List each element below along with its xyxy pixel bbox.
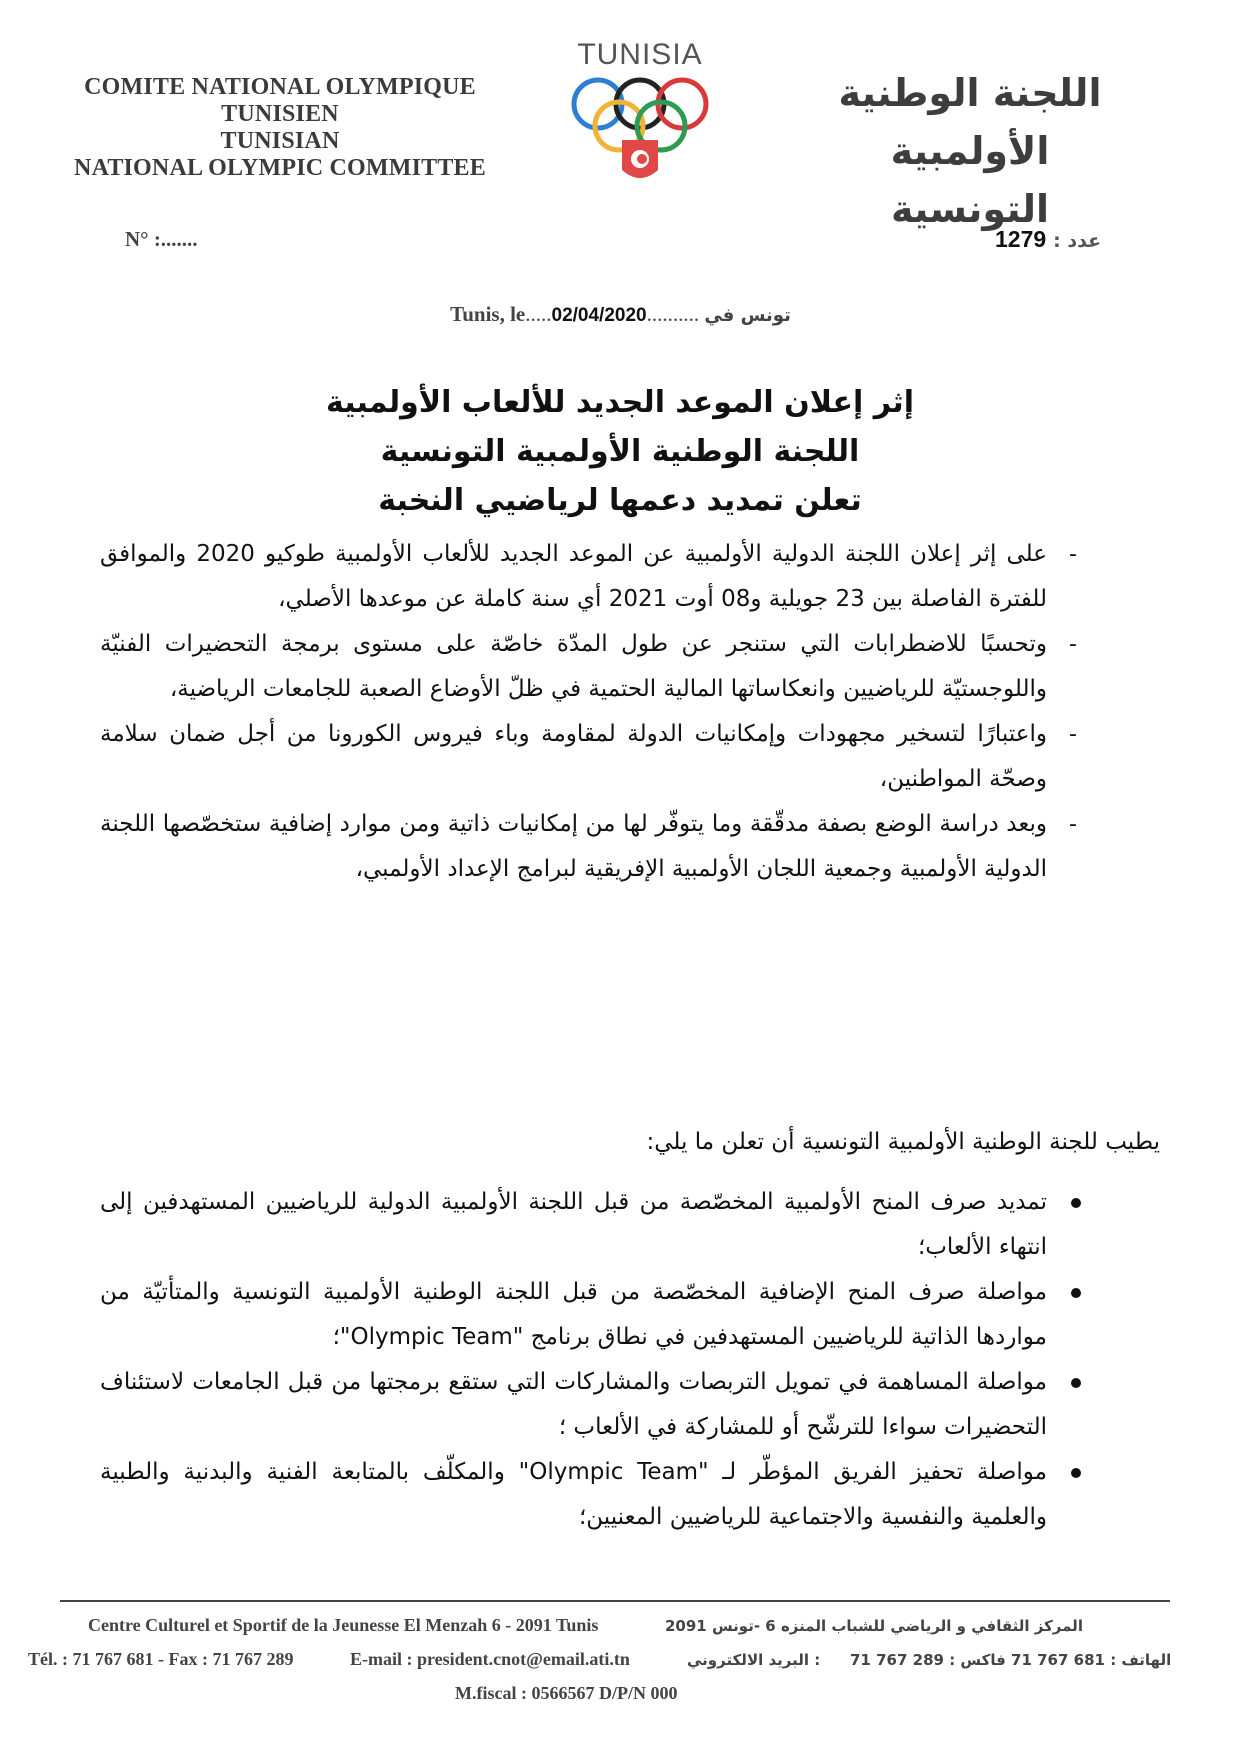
footer-email-fr[interactable]: E-mail : president.cnot@email.ati.tn [350,1649,630,1669]
consideration-item [100,712,1085,802]
dash-marker: - [1069,542,1077,567]
olympic-rings-icon [560,38,720,198]
date-suffix-ar: تونس في [704,305,791,326]
dash-marker: - [1069,722,1077,747]
consideration-item [100,622,1085,712]
consideration-text: وبعد دراسة الوضع بصفة مدقّقة وما يتوفّر لها من إمكانيات ذاتية ومن موارد إضافية ستخصّصها اللجنة الدولية الأولمبية وجمعية اللجان الأولمبية الإفريقية لبرامج الإعداد الأولمبي، [100,811,1047,882]
bullet-icon [1071,1198,1081,1208]
date-prefix-fr: Tunis, le [450,302,526,326]
document-title [300,378,940,525]
consideration-item [100,802,1085,892]
footer-divider [60,1600,1170,1602]
dash-marker: - [1069,632,1077,657]
footer-fiscal: M.fiscal : 0566567 D/P/N 000 [455,1683,678,1703]
decision-item [100,1180,1085,1270]
date-dots: .......... [646,302,700,326]
footer-address-ar: المركز الثقافي و الرياضي للشباب المنزه 6 -تونس 2091 [665,1617,1083,1635]
date-dots: ..... [525,302,552,326]
decision-item [100,1450,1085,1540]
org-name-fr-line: TUNISIEN [221,101,339,127]
org-name-ar-line: التونسية [890,187,1050,231]
footer-email-ar: : البريد الالكتروني [687,1651,821,1669]
consideration-text: وتحسبًا للاضطرابات التي ستنجر عن طول المدّة خاصّة على مستوى برمجة التحضيرات الفنيّة واللوجستيّة للرياضيين وانعكاساتها المالية الحتمية في ظلّ الأوضاع الصعبة للجامعات الرياضية، [100,631,1047,702]
decision-text: مواصلة المساهمة في تمويل التربصات والمشاركات التي ستقع برمجتها من قبل الجامعات لاستئناف التحضيرات سواءا للترشّح أو للمشاركة في الألعاب ؛ [100,1369,1047,1440]
decision-text: تمديد صرف المنح الأولمبية المخصّصة من قبل اللجنة الأولمبية الدولية للرياضيين المستهدفين إلى انتهاء الألعاب؛ [100,1189,1047,1260]
footer-tel-fax-ar: الهاتف : 681 767 71 فاكس : 289 767 71 [850,1651,1172,1669]
consideration-text: واعتبارًا لتسخير مجهودات وإمكانيات الدولة لمقاومة وباء فيروس الكورونا من أجل ضمان سلامة وصحّة المواطنين، [100,721,1047,792]
decision-item [100,1360,1085,1450]
org-name-fr-line: NATIONAL OLYMPIC COMMITTEE [74,155,486,181]
olympic-logo [560,38,720,198]
bullet-icon [1071,1378,1081,1388]
date-line [0,302,1241,327]
logo-text: TUNISIA [577,38,703,71]
date-value: 02/04/2020 [551,305,647,326]
decisions-list [100,1180,1085,1540]
reference-number-value: 1279 [995,226,1047,252]
footer-address-fr: Centre Culturel et Sportif de la Jeunesse El Menzah 6 - 2091 Tunis [88,1615,599,1635]
bullet-icon [1071,1468,1081,1478]
decision-text: مواصلة تحفيز الفريق المؤطّر لـ "Olympic Team" والمكلّف بالمتابعة الفنية والبدنية والطبية والعلمية والنفسية والاجتماعية للرياضيين المعنيين؛ [100,1459,1048,1530]
reference-label-ar: : عدد [1053,230,1102,252]
footer-tel-fax-fr: Tél. : 71 767 681 - Fax : 71 767 289 [28,1649,294,1669]
title-line: تعلن تمديد دعمها لرياضيي النخبة [378,483,862,518]
bullet-icon [1071,1288,1081,1298]
dash-marker: - [1069,812,1077,837]
reference-number [995,226,1101,253]
org-name-fr [60,74,500,182]
consideration-text: على إثر إعلان اللجنة الدولية الأولمبية عن الموعد الجديد للألعاب الأولمبية طوكيو 2020 والموافق للفترة الفاصلة بين 23 جويلية و08 أوت 2021 أي سنة كاملة عن موعدها الأصلي، [100,541,1047,612]
org-name-fr-line: TUNISIAN [220,128,340,154]
org-name-fr-line: COMITE NATIONAL OLYMPIQUE [84,74,476,100]
decision-item [100,1270,1085,1360]
reference-label-fr: N° :....... [125,227,198,251]
title-line: اللجنة الوطنية الأولمبية التونسية [380,434,860,469]
org-name-ar-line: اللجنة الوطنية الأولمبية [838,71,1102,173]
considerations-list [100,532,1085,892]
announcement-intro: يطيب للجنة الوطنية الأولمبية التونسية أن تعلن ما يلي: [646,1129,1160,1155]
consideration-item [100,532,1085,622]
org-name-ar [770,64,1170,238]
decision-text: مواصلة صرف المنح الإضافية المخصّصة من قبل اللجنة الوطنية الأولمبية التونسية والمتأتيّة من مواردها الذاتية للرياضيين المستهدفين في نطاق برنامج "Olympic Team"؛ [100,1279,1047,1350]
title-line: إثر إعلان الموعد الجديد للألعاب الأولمبية [326,385,914,420]
